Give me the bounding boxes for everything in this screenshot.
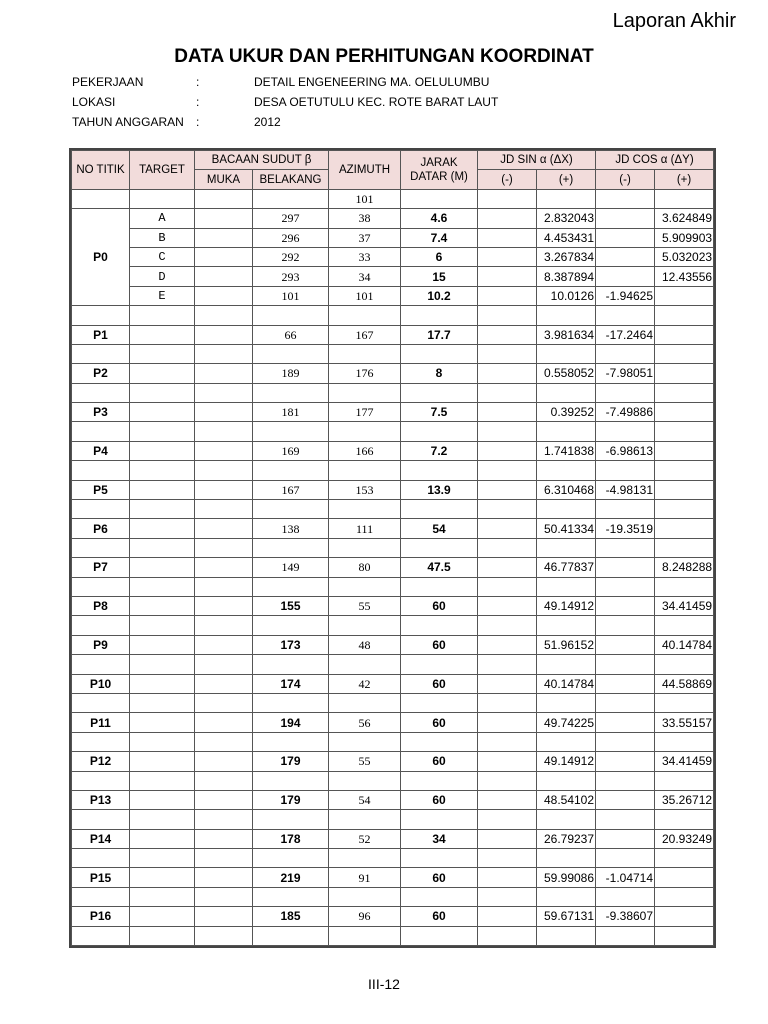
cell-target bbox=[130, 441, 195, 460]
cell-azimuth: 38 bbox=[329, 209, 401, 228]
cell-sin-pos: 51.96152 bbox=[537, 635, 596, 654]
cell-muka bbox=[195, 596, 253, 615]
cell-muka bbox=[195, 403, 253, 422]
table-row bbox=[72, 635, 714, 654]
cell-sin-neg bbox=[478, 325, 537, 344]
table-row-spacer bbox=[72, 577, 714, 596]
table-row-spacer bbox=[72, 655, 714, 674]
table-row bbox=[72, 829, 714, 848]
cell-sin-neg bbox=[478, 364, 537, 383]
cell-muka bbox=[195, 209, 253, 228]
cell-cos-pos bbox=[655, 286, 714, 305]
cell-cos-pos bbox=[655, 403, 714, 422]
cell-target: E bbox=[130, 286, 195, 305]
cell-cos-pos: 33.55157 bbox=[655, 713, 714, 732]
cell-muka bbox=[195, 790, 253, 809]
cell-sin-pos: 3.981634 bbox=[537, 325, 596, 344]
initial-azimuth: 101 bbox=[329, 189, 401, 208]
col-header-target: TARGET bbox=[130, 151, 195, 190]
cell-cos-neg bbox=[596, 267, 655, 286]
cell-target bbox=[130, 829, 195, 848]
cell-cos-neg bbox=[596, 674, 655, 693]
col-header-bacaan: BACAAN SUDUT β bbox=[195, 151, 329, 170]
meta-label: TAHUN ANGGARAN bbox=[72, 115, 184, 129]
cell-muka bbox=[195, 325, 253, 344]
cell-belakang: 296 bbox=[253, 228, 329, 247]
cell-sin-neg bbox=[478, 596, 537, 615]
cell-belakang: 181 bbox=[253, 403, 329, 422]
cell-sin-neg bbox=[478, 267, 537, 286]
cell-cos-pos bbox=[655, 480, 714, 499]
cell-belakang: 173 bbox=[253, 635, 329, 654]
cell-no-titik: P14 bbox=[72, 829, 130, 848]
cell-cos-neg bbox=[596, 635, 655, 654]
cell-jarak: 60 bbox=[401, 907, 478, 926]
cell-target bbox=[130, 674, 195, 693]
col-header-jarak: JARAK DATAR (M) bbox=[401, 151, 478, 190]
cell-belakang: 179 bbox=[253, 790, 329, 809]
cell-target bbox=[130, 519, 195, 538]
cell-target bbox=[130, 635, 195, 654]
cell-belakang: 138 bbox=[253, 519, 329, 538]
cell-cos-pos bbox=[655, 868, 714, 887]
cell-cos-neg bbox=[596, 752, 655, 771]
cell-jarak: 60 bbox=[401, 596, 478, 615]
table-row bbox=[72, 558, 714, 577]
table-row-spacer bbox=[72, 344, 714, 363]
table-row bbox=[72, 868, 714, 887]
cell-muka bbox=[195, 441, 253, 460]
cell-sin-pos: 0.558052 bbox=[537, 364, 596, 383]
cell-cos-pos: 8.248288 bbox=[655, 558, 714, 577]
cell-sin-pos: 1.741838 bbox=[537, 441, 596, 460]
cell-azimuth: 33 bbox=[329, 247, 401, 266]
page-number: III-12 bbox=[368, 976, 400, 992]
cell-sin-neg bbox=[478, 441, 537, 460]
cell-belakang: 189 bbox=[253, 364, 329, 383]
cell-belakang: 174 bbox=[253, 674, 329, 693]
table-row bbox=[72, 403, 714, 422]
cell-cos-pos: 44.58869 bbox=[655, 674, 714, 693]
cell-sin-pos: 4.453431 bbox=[537, 228, 596, 247]
cell-sin-neg bbox=[478, 868, 537, 887]
cell-cos-pos bbox=[655, 325, 714, 344]
cell-sin-neg bbox=[478, 674, 537, 693]
cell-no-titik: P9 bbox=[72, 635, 130, 654]
meta-label: LOKASI bbox=[72, 95, 116, 109]
cell-jarak: 13.9 bbox=[401, 480, 478, 499]
cell-target bbox=[130, 713, 195, 732]
cell-sin-neg bbox=[478, 228, 537, 247]
table-row-spacer bbox=[72, 538, 714, 557]
cell-sin-pos: 49.14912 bbox=[537, 752, 596, 771]
table-row bbox=[72, 480, 714, 499]
cell-cos-pos: 5.032023 bbox=[655, 247, 714, 266]
cell-cos-pos: 3.624849 bbox=[655, 209, 714, 228]
table-row bbox=[72, 189, 714, 208]
header-row-1 bbox=[72, 151, 714, 170]
cell-belakang: 178 bbox=[253, 829, 329, 848]
cell-azimuth: 55 bbox=[329, 596, 401, 615]
cell-sin-neg bbox=[478, 403, 537, 422]
cell-no-titik: P4 bbox=[72, 441, 130, 460]
cell-sin-pos: 48.54102 bbox=[537, 790, 596, 809]
cell-jarak: 47.5 bbox=[401, 558, 478, 577]
cell-cos-pos: 40.14784 bbox=[655, 635, 714, 654]
cell-belakang: 185 bbox=[253, 907, 329, 926]
meta-row-lokasi bbox=[72, 92, 498, 112]
cell-cos-neg bbox=[596, 596, 655, 615]
cell-azimuth: 37 bbox=[329, 228, 401, 247]
cell-belakang: 179 bbox=[253, 752, 329, 771]
table-row bbox=[72, 790, 714, 809]
meta-colon: : bbox=[196, 95, 200, 109]
cell-azimuth: 166 bbox=[329, 441, 401, 460]
cell-jarak: 60 bbox=[401, 713, 478, 732]
cell-target: D bbox=[130, 267, 195, 286]
survey-table bbox=[71, 150, 714, 946]
cell-sin-pos: 49.74225 bbox=[537, 713, 596, 732]
table-row-spacer bbox=[72, 926, 714, 945]
cell-azimuth: 101 bbox=[329, 286, 401, 305]
cell-jarak: 17.7 bbox=[401, 325, 478, 344]
table-row bbox=[72, 441, 714, 460]
cell-target: C bbox=[130, 247, 195, 266]
cell-cos-pos: 34.41459 bbox=[655, 596, 714, 615]
cell-azimuth: 52 bbox=[329, 829, 401, 848]
col-header-cos-neg: (-) bbox=[596, 170, 655, 189]
table-row-spacer bbox=[72, 383, 714, 402]
cell-belakang: 101 bbox=[253, 286, 329, 305]
table-row-spacer bbox=[72, 771, 714, 790]
col-header-sin-pos: (+) bbox=[537, 170, 596, 189]
col-header-sin-neg: (-) bbox=[478, 170, 537, 189]
cell-azimuth: 34 bbox=[329, 267, 401, 286]
cell-sin-pos: 0.39252 bbox=[537, 403, 596, 422]
table-row bbox=[72, 519, 714, 538]
cell-cos-neg bbox=[596, 228, 655, 247]
cell-cos-neg: -7.49886 bbox=[596, 403, 655, 422]
cell-target bbox=[130, 907, 195, 926]
cell-cos-pos bbox=[655, 441, 714, 460]
cell-sin-pos: 26.79237 bbox=[537, 829, 596, 848]
cell-muka bbox=[195, 752, 253, 771]
cell-sin-neg bbox=[478, 558, 537, 577]
cell-no-titik: P11 bbox=[72, 713, 130, 732]
cell-azimuth: 48 bbox=[329, 635, 401, 654]
cell-target bbox=[130, 790, 195, 809]
cell-jarak: 4.6 bbox=[401, 209, 478, 228]
col-header-belakang: BELAKANG bbox=[253, 170, 329, 189]
cell-muka bbox=[195, 247, 253, 266]
cell-jarak: 15 bbox=[401, 267, 478, 286]
col-header-jd-sin: JD SIN α (ΔX) bbox=[478, 151, 596, 170]
cell-target bbox=[130, 558, 195, 577]
meta-colon: : bbox=[196, 75, 200, 89]
cell-muka bbox=[195, 868, 253, 887]
cell-azimuth: 56 bbox=[329, 713, 401, 732]
cell-sin-pos: 2.832043 bbox=[537, 209, 596, 228]
cell-muka bbox=[195, 267, 253, 286]
page-title: DATA UKUR DAN PERHITUNGAN KOORDINAT bbox=[174, 46, 594, 67]
cell-cos-neg bbox=[596, 247, 655, 266]
cell-cos-pos bbox=[655, 519, 714, 538]
cell-sin-pos: 3.267834 bbox=[537, 247, 596, 266]
cell-no-titik: P13 bbox=[72, 790, 130, 809]
cell-target bbox=[130, 868, 195, 887]
meta-row-tahun-anggaran bbox=[72, 112, 498, 132]
cell-no-titik: P1 bbox=[72, 325, 130, 344]
table-row-spacer bbox=[72, 887, 714, 906]
table-row bbox=[72, 674, 714, 693]
cell-jarak: 60 bbox=[401, 752, 478, 771]
table-row bbox=[72, 325, 714, 344]
col-header-muka: MUKA bbox=[195, 170, 253, 189]
cell-sin-pos: 49.14912 bbox=[537, 596, 596, 615]
cell-sin-neg bbox=[478, 907, 537, 926]
cell-sin-neg bbox=[478, 519, 537, 538]
cell-belakang: 169 bbox=[253, 441, 329, 460]
table-row-spacer bbox=[72, 306, 714, 325]
cell-jarak: 60 bbox=[401, 635, 478, 654]
cell-muka bbox=[195, 907, 253, 926]
cell-belakang: 219 bbox=[253, 868, 329, 887]
table-row bbox=[72, 209, 714, 228]
cell-target bbox=[130, 752, 195, 771]
col-header-cos-pos: (+) bbox=[655, 170, 714, 189]
cell-jarak: 34 bbox=[401, 829, 478, 848]
survey-table-body bbox=[72, 189, 714, 945]
cell-belakang: 297 bbox=[253, 209, 329, 228]
cell-target bbox=[130, 480, 195, 499]
cell-sin-pos: 10.0126 bbox=[537, 286, 596, 305]
cell-no-titik: P15 bbox=[72, 868, 130, 887]
cell-muka bbox=[195, 829, 253, 848]
cell-no-titik: P16 bbox=[72, 907, 130, 926]
cell-target bbox=[130, 596, 195, 615]
cell-azimuth: 167 bbox=[329, 325, 401, 344]
table-row-spacer bbox=[72, 616, 714, 635]
cell-no-titik: P12 bbox=[72, 752, 130, 771]
cell-cos-neg bbox=[596, 790, 655, 809]
cell-sin-neg bbox=[478, 480, 537, 499]
cell-no-titik: P8 bbox=[72, 596, 130, 615]
cell-target bbox=[130, 364, 195, 383]
cell-cos-pos bbox=[655, 907, 714, 926]
cell-cos-neg: -1.94625 bbox=[596, 286, 655, 305]
cell-cos-pos: 20.93249 bbox=[655, 829, 714, 848]
cell-sin-neg bbox=[478, 713, 537, 732]
cell-no-titik: P5 bbox=[72, 480, 130, 499]
cell-azimuth: 91 bbox=[329, 868, 401, 887]
cell-no-titik: P6 bbox=[72, 519, 130, 538]
cell-sin-neg bbox=[478, 635, 537, 654]
cell-cos-pos: 12.43556 bbox=[655, 267, 714, 286]
cell-cos-neg bbox=[596, 829, 655, 848]
cell-muka bbox=[195, 286, 253, 305]
cell-sin-neg bbox=[478, 247, 537, 266]
table-row bbox=[72, 713, 714, 732]
cell-belakang: 66 bbox=[253, 325, 329, 344]
table-row-spacer bbox=[72, 849, 714, 868]
cell-sin-neg bbox=[478, 286, 537, 305]
cell-azimuth: 42 bbox=[329, 674, 401, 693]
cell-belakang: 167 bbox=[253, 480, 329, 499]
table-row bbox=[72, 247, 714, 266]
cell-belakang: 292 bbox=[253, 247, 329, 266]
cell-muka bbox=[195, 480, 253, 499]
cell-sin-pos: 8.387894 bbox=[537, 267, 596, 286]
meta-label: PEKERJAAN bbox=[72, 75, 144, 89]
cell-azimuth: 96 bbox=[329, 907, 401, 926]
cell-sin-neg bbox=[478, 752, 537, 771]
table-row-spacer bbox=[72, 461, 714, 480]
col-header-azimuth: AZIMUTH bbox=[329, 151, 401, 190]
cell-muka bbox=[195, 558, 253, 577]
table-row-spacer bbox=[72, 732, 714, 751]
cell-jarak: 7.2 bbox=[401, 441, 478, 460]
meta-colon: : bbox=[196, 115, 200, 129]
cell-jarak: 54 bbox=[401, 519, 478, 538]
table-row bbox=[72, 596, 714, 615]
table-row-spacer bbox=[72, 693, 714, 712]
cell-jarak: 6 bbox=[401, 247, 478, 266]
cell-belakang: 149 bbox=[253, 558, 329, 577]
cell-cos-neg: -9.38607 bbox=[596, 907, 655, 926]
cell-cos-neg: -6.98613 bbox=[596, 441, 655, 460]
cell-muka bbox=[195, 635, 253, 654]
cell-muka bbox=[195, 364, 253, 383]
cell-cos-neg bbox=[596, 558, 655, 577]
cell-no-titik: P10 bbox=[72, 674, 130, 693]
project-meta bbox=[72, 72, 498, 132]
cell-no-titik: P3 bbox=[72, 403, 130, 422]
meta-value: 2012 bbox=[254, 115, 281, 129]
cell-sin-neg bbox=[478, 829, 537, 848]
cell-cos-neg bbox=[596, 713, 655, 732]
cell-azimuth: 177 bbox=[329, 403, 401, 422]
cell-sin-pos: 50.41334 bbox=[537, 519, 596, 538]
cell-azimuth: 176 bbox=[329, 364, 401, 383]
cell-sin-pos: 40.14784 bbox=[537, 674, 596, 693]
col-header-jd-cos: JD COS α (ΔY) bbox=[596, 151, 714, 170]
cell-cos-pos: 5.909903 bbox=[655, 228, 714, 247]
cell-muka bbox=[195, 228, 253, 247]
col-header-no-titik: NO TITIK bbox=[72, 151, 130, 190]
cell-sin-neg bbox=[478, 790, 537, 809]
table-row bbox=[72, 228, 714, 247]
cell-cos-neg bbox=[596, 209, 655, 228]
cell-cos-neg: -7.98051 bbox=[596, 364, 655, 383]
cell-azimuth: 111 bbox=[329, 519, 401, 538]
cell-jarak: 8 bbox=[401, 364, 478, 383]
cell-sin-pos: 59.67131 bbox=[537, 907, 596, 926]
table-row bbox=[72, 907, 714, 926]
cell-target bbox=[130, 403, 195, 422]
cell-no-titik: P7 bbox=[72, 558, 130, 577]
cell-target bbox=[130, 325, 195, 344]
table-row-spacer bbox=[72, 500, 714, 519]
cell-muka bbox=[195, 713, 253, 732]
cell-azimuth: 80 bbox=[329, 558, 401, 577]
cell-cos-neg: -4.98131 bbox=[596, 480, 655, 499]
document-label: Laporan Akhir bbox=[612, 10, 736, 32]
table-row bbox=[72, 286, 714, 305]
cell-cos-pos: 35.26712 bbox=[655, 790, 714, 809]
meta-value: DESA OETUTULU KEC. ROTE BARAT LAUT bbox=[254, 95, 499, 109]
cell-cos-neg: -17.2464 bbox=[596, 325, 655, 344]
cell-cos-neg: -1.04714 bbox=[596, 868, 655, 887]
cell-jarak: 60 bbox=[401, 790, 478, 809]
cell-azimuth: 153 bbox=[329, 480, 401, 499]
table-row-spacer bbox=[72, 422, 714, 441]
cell-azimuth: 55 bbox=[329, 752, 401, 771]
cell-jarak: 7.4 bbox=[401, 228, 478, 247]
cell-cos-pos: 34.41459 bbox=[655, 752, 714, 771]
cell-jarak: 10.2 bbox=[401, 286, 478, 305]
meta-value: DETAIL ENGENEERING MA. OELULUMBU bbox=[254, 75, 490, 89]
cell-sin-pos: 59.99086 bbox=[537, 868, 596, 887]
cell-sin-neg bbox=[478, 209, 537, 228]
cell-muka bbox=[195, 674, 253, 693]
table-row-spacer bbox=[72, 810, 714, 829]
cell-target: B bbox=[130, 228, 195, 247]
table-row bbox=[72, 267, 714, 286]
cell-belakang: 194 bbox=[253, 713, 329, 732]
cell-sin-pos: 46.77837 bbox=[537, 558, 596, 577]
cell-muka bbox=[195, 519, 253, 538]
cell-jarak: 7.5 bbox=[401, 403, 478, 422]
cell-cos-neg: -19.3519 bbox=[596, 519, 655, 538]
cell-sin-pos: 6.310468 bbox=[537, 480, 596, 499]
cell-belakang: 293 bbox=[253, 267, 329, 286]
cell-jarak: 60 bbox=[401, 868, 478, 887]
table-row bbox=[72, 364, 714, 383]
table-row bbox=[72, 752, 714, 771]
cell-belakang: 155 bbox=[253, 596, 329, 615]
cell-no-titik: P0 bbox=[72, 209, 130, 306]
cell-target: A bbox=[130, 209, 195, 228]
cell-jarak: 60 bbox=[401, 674, 478, 693]
meta-row-pekerjaan bbox=[72, 72, 498, 92]
cell-no-titik: P2 bbox=[72, 364, 130, 383]
cell-azimuth: 54 bbox=[329, 790, 401, 809]
cell-cos-pos bbox=[655, 364, 714, 383]
